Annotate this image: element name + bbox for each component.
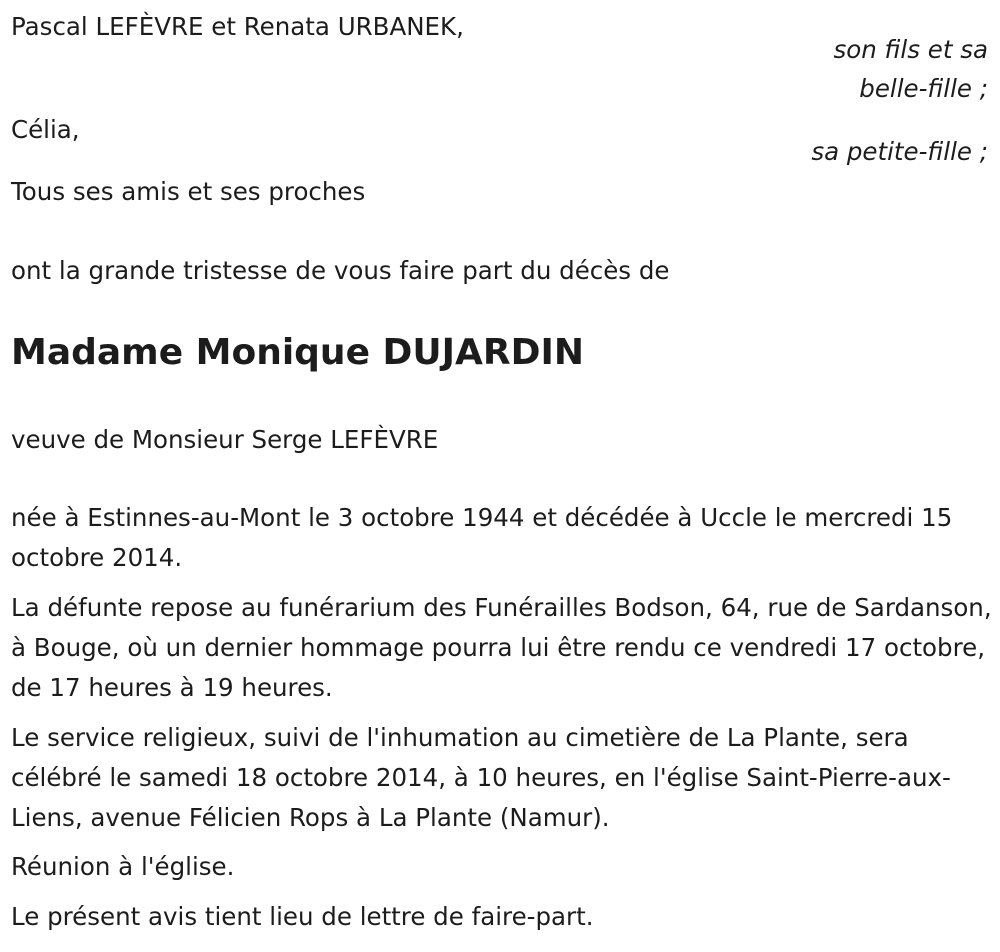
widow-of-text: veuve de Monsieur Serge LEFÈVRE	[11, 425, 439, 454]
meeting-paragraph: Réunion à l'église.	[11, 852, 235, 881]
family-line-3: Tous ses amis et ses proches	[11, 177, 366, 206]
birth-death-paragraph: née à Estinnes-au-Mont le 3 octobre 1944 et décédée à Uccle le mercredi 15 octobre 2014.	[11, 503, 953, 572]
family-line-1: Pascal LEFÈVRE et Renata URBANEK,	[11, 12, 464, 41]
family-role-1b: belle-fille ;	[859, 74, 988, 103]
viewing-paragraph: La défunte repose au funérarium des Funérailles Bodson, 64, rue de Sardanson, à Bouge, où un dernier hommage pourra lui être rendu ce vendredi 17 octobre, de 17 heures à 19 heures.	[11, 593, 992, 702]
service-paragraph: Le service religieux, suivi de l'inhumation au cimetière de La Plante, sera célébré le samedi 18 octobre 2014, à 10 heures, en l'église Saint-Pierre-aux-Liens, avenue Félicien Rops à La Plante (Namur).	[11, 723, 951, 832]
notice-paragraph: Le présent avis tient lieu de lettre de faire-part.	[11, 902, 594, 931]
deceased-name: Madame Monique DUJARDIN	[11, 332, 585, 373]
family-role-1a: son fils et sa	[833, 35, 988, 64]
family-role-2: sa petite-fille ;	[811, 137, 988, 166]
announcement-text: ont la grande tristesse de vous faire part du décès de	[11, 256, 670, 285]
family-line-2: Célia,	[11, 115, 80, 144]
